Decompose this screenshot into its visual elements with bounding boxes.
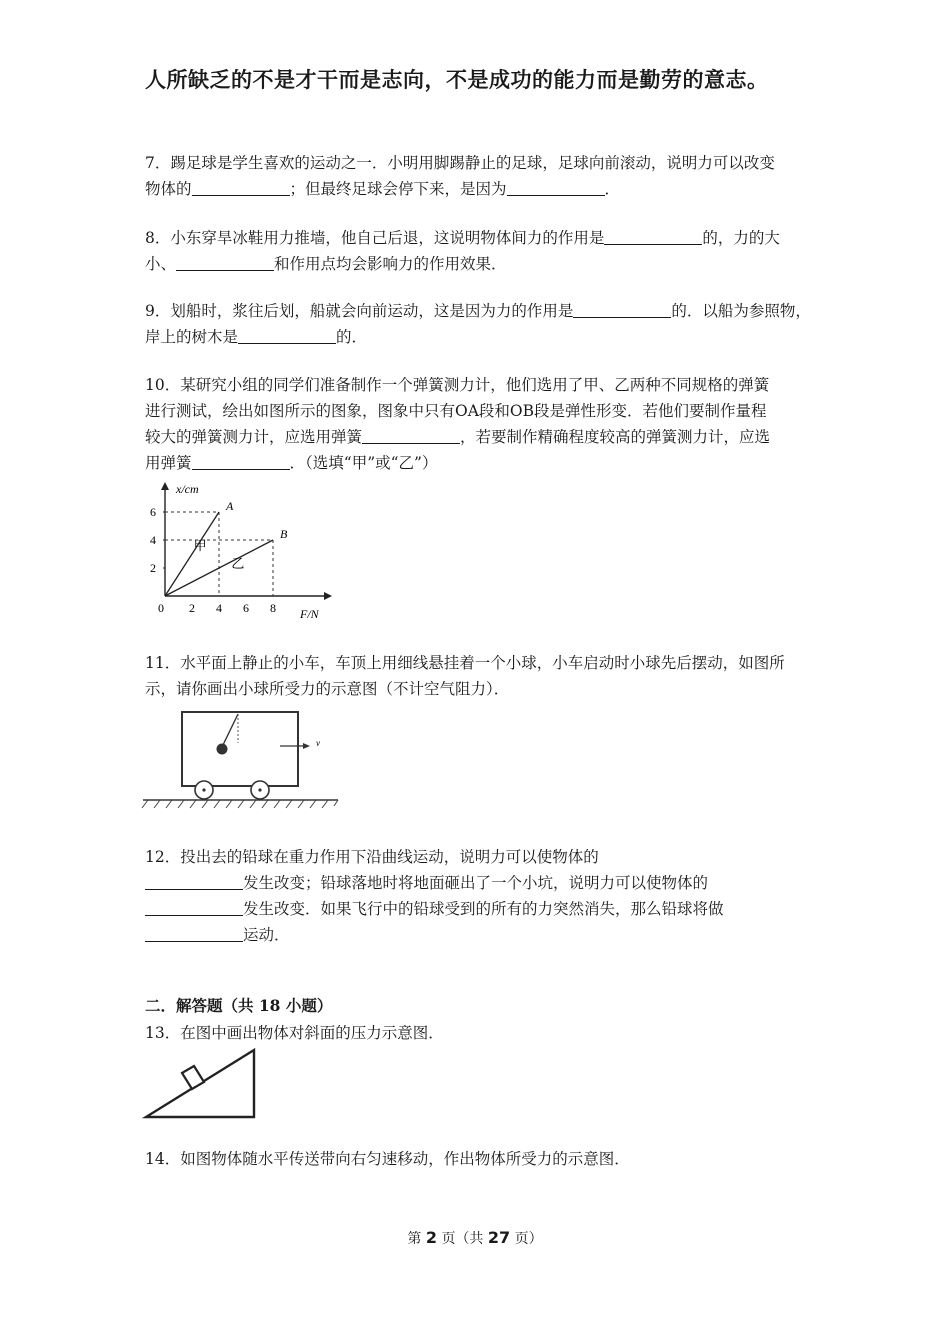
question-7 [145,150,817,202]
cart-figure [140,705,345,810]
string-line [223,714,238,745]
q7-blank-2[interactable] [507,177,605,196]
question-9 [145,298,817,350]
question-11 [145,650,817,702]
y-tick-label: 4 [150,533,156,547]
series-line [165,512,219,596]
question-14: 14．如图物体随水平传送带向右匀速移动，作出物体所受力的示意图． [145,1150,630,1168]
section-title: 二．解答题（共 18 小题） [145,996,333,1015]
footer-prefix: 第 [407,1231,422,1247]
velocity-arrow-icon [303,743,310,749]
q9-text-4: 的． [336,328,368,346]
q10-text-4: ，若要制作精确程度较高的弹簧测力计，应选 [460,428,771,446]
question-10 [145,372,817,476]
q7-text-2: 物体的 [145,180,192,198]
q10-blank-1[interactable] [362,425,460,444]
q9-text-1: 9．划船时，浆往后划，船就会向前运动，这是因为力的作用是 [145,302,574,320]
q10-text-6: ．（选填“甲”或“乙”） [289,454,438,472]
q12-text-1: 12．投出去的铅球在重力作用下沿曲线运动，说明力可以使物体的 [145,848,599,866]
velocity-label: v [316,738,320,748]
footer-page-number: 2 [425,1228,437,1247]
q9-blank-2[interactable] [238,325,336,344]
series-name-label: 乙 [231,557,245,572]
x-tick-label: 0 [158,601,164,615]
question-13: 13．在图中画出物体对斜面的压力示意图． [145,1024,444,1042]
y-tick-label: 2 [150,561,156,575]
wheel-left-hub [202,788,205,791]
motto-header: 人所缺乏的不是才干而是志向，不是成功的能力而是勤劳的意志。 [145,68,769,92]
series-name-label: 甲 [193,538,207,554]
incline-figure [140,1045,265,1123]
q7-text-4: ． [604,180,621,198]
q9-text-2: 的．以船为参照物， [671,302,811,320]
q12-blank-2[interactable] [145,897,243,916]
footer-suffix: 页） [514,1231,543,1247]
q8-text-1: 8．小东穿旱冰鞋用力推墙，他自己后退，这说明物体间力的作用是 [145,229,605,247]
footer-middle: 页（共 [441,1231,484,1247]
q12-text-4: 运动． [243,926,290,944]
q10-text-1: 10．某研究小组的同学们准备制作一个弹簧测力计，他们选用了甲、乙两种不同规格的弹簧 [145,376,770,394]
x-tick-label: 8 [270,601,276,615]
q12-blank-3[interactable] [145,923,243,942]
q9-text-3: 岸上的树木是 [145,328,239,346]
q11-text-2: 示，请你画出小球所受力的示意图（不计空气阻力）． [145,680,510,698]
y-axis-arrow-icon [161,482,169,490]
q12-text-2: 发生改变；铅球落地时将地面砸出了一个小坑，说明力可以使物体的 [243,874,709,892]
x-tick-label: 2 [189,601,195,615]
ground-hatching [142,800,338,808]
page-footer [0,1228,950,1248]
q8-text-3: 小、 [145,255,177,273]
q9-blank-1[interactable] [573,299,671,318]
x-axis-arrow-icon [324,592,332,600]
q10-text-3: 较大的弹簧测力计，应选用弹簧 [145,428,363,446]
x-axis-label: F/N [300,607,319,621]
cart-body [182,712,298,786]
q10-text-5: 用弹簧 [145,454,192,472]
q10-blank-2[interactable] [192,451,290,470]
footer-total-pages: 27 [487,1228,511,1247]
q10-text-2: 进行测试，绘出如图所示的图象，图象中只有OA段和OB段是弹性形变．若他们要制作量程 [145,402,767,420]
q12-text-3: 发生改变．如果飞行中的铅球受到的所有的力突然消失，那么铅球将做 [243,900,724,918]
wheel-right-hub [258,788,261,791]
q12-blank-1[interactable] [145,871,243,890]
q8-blank-2[interactable] [176,252,274,271]
q8-text-2: 的，力的大 [702,229,780,247]
q7-blank-1[interactable] [192,177,290,196]
spring-graph [140,478,340,628]
x-tick-label: 6 [243,601,249,615]
q7-text-3: ；但最终足球会停下来，是因为 [289,180,507,198]
q7-text-1: 7．踢足球是学生喜欢的运动之一．小明用脚踢静止的足球，足球向前滚动，说明力可以改变 [145,154,775,172]
ball [217,744,228,755]
point-label: B [280,527,288,541]
q8-blank-1[interactable] [604,226,702,245]
q8-text-4: 和作用点均会影响力的作用效果． [274,255,507,273]
block-on-incline [182,1066,204,1089]
question-8 [145,225,817,277]
y-tick-label: 6 [150,505,156,519]
x-tick-label: 4 [216,601,222,615]
q11-text-1: 11．水平面上静止的小车，车顶上用细线悬挂着一个小球，小车启动时小球先后摆动，如图所 [145,654,785,672]
y-axis-label: x/cm [176,482,199,496]
point-label: A [226,499,234,513]
question-12 [145,844,817,948]
